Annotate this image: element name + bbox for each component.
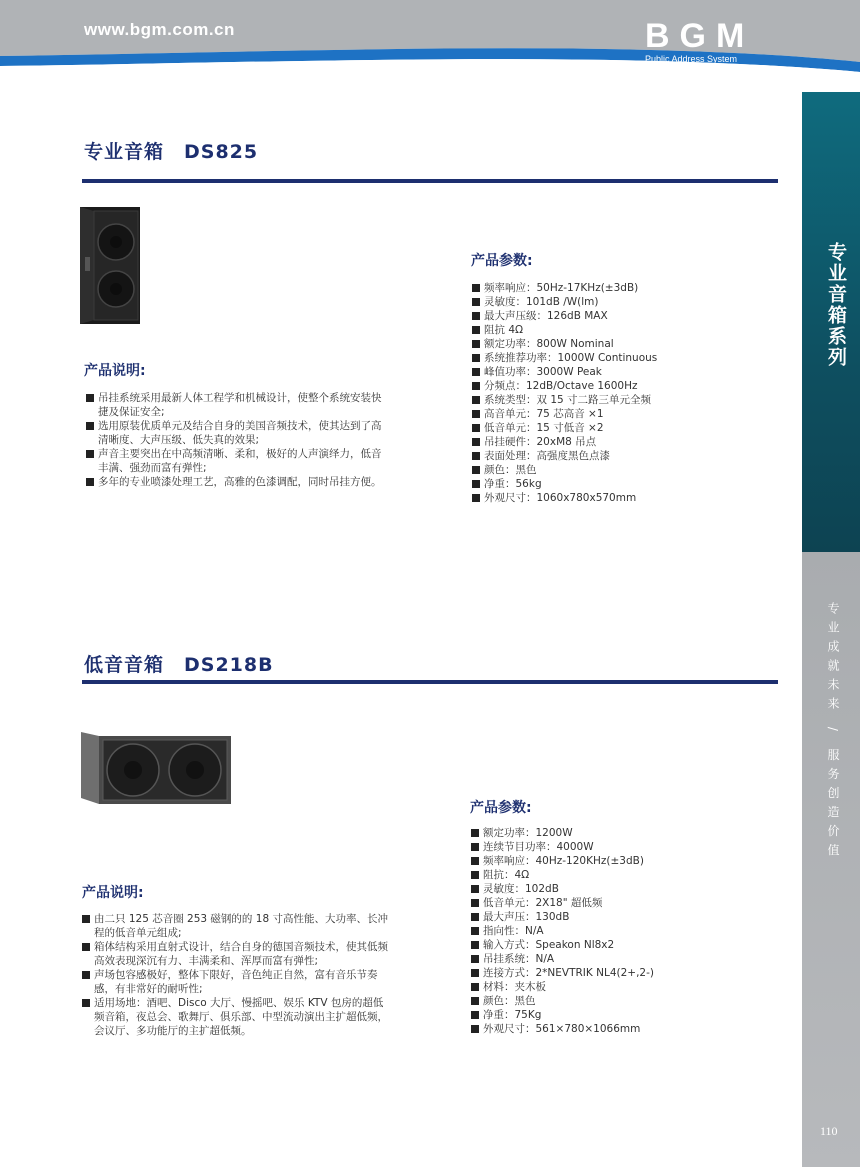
description-heading: 产品说明:: [84, 363, 146, 379]
bullet-icon: [86, 450, 94, 458]
bullet-icon: [472, 312, 480, 320]
company-motto: 专业成就未来 / 服务创造价值: [826, 602, 840, 863]
bullet-icon: [82, 999, 90, 1007]
spec-item: 吊挂硬件：20xM8 吊点: [472, 435, 772, 449]
spec-item: 频率响应：50Hz-17KHz(±3dB): [472, 281, 772, 295]
spec-item: 颜色：黑色: [472, 463, 772, 477]
bullet-icon: [471, 955, 479, 963]
list-item: 声音主要突出在中高频清晰、柔和，极好的人声演绎力，低音丰满、强劲而富有弹性;: [86, 447, 390, 475]
product-title-ds218b: 低音音箱 DS218B: [84, 654, 274, 676]
spec-item: 阻抗 4Ω: [472, 323, 772, 337]
bullet-icon: [86, 394, 94, 402]
list-item: 由二只 125 芯音圈 253 磁钢的的 18 寸高性能、大功率、长冲程的低音单元组成;: [82, 912, 388, 940]
logo-subtitle: Public Address System: [645, 54, 738, 64]
bullet-icon: [472, 438, 480, 446]
spec-item: 低音单元：15 寸低音 ×2: [472, 421, 772, 435]
bullet-icon: [472, 396, 480, 404]
bullet-icon: [471, 941, 479, 949]
bullet-icon: [472, 284, 480, 292]
bullet-icon: [472, 354, 480, 362]
spec-item: 阻抗：4Ω: [471, 868, 771, 882]
bullet-icon: [471, 969, 479, 977]
description-heading: 产品说明:: [82, 885, 144, 901]
bullet-icon: [471, 1011, 479, 1019]
logo-text: BGM: [645, 17, 755, 55]
spec-heading: 产品参数:: [471, 253, 533, 269]
bullet-icon: [82, 915, 90, 923]
section-divider: [82, 179, 778, 183]
subwoofer-cabinet-icon: [81, 732, 231, 804]
bullet-icon: [472, 410, 480, 418]
spec-item: 频率响应：40Hz-120KHz(±3dB): [471, 854, 771, 868]
list-item: 声场包容感极好，整体下限好，音色纯正自然，富有音乐节奏感，有非常好的耐听性;: [82, 968, 388, 996]
bullet-icon: [471, 997, 479, 1005]
bullet-icon: [86, 422, 94, 430]
page-number: 110: [820, 1124, 838, 1138]
spec-item: 净重：75Kg: [471, 1008, 771, 1022]
spec-item: 高音单元：75 芯高音 ×1: [472, 407, 772, 421]
bullet-icon: [472, 382, 480, 390]
bullet-icon: [471, 885, 479, 893]
list-item: 选用原装优质单元及结合自身的美国音频技术，使其达到了高清晰度、大声压级、低失真的效果;: [86, 419, 390, 447]
bullet-icon: [471, 1025, 479, 1033]
bullet-icon: [471, 829, 479, 837]
list-item: 适用场地：酒吧、Disco 大厅、慢摇吧、娱乐 KTV 包房的超低频音箱，夜总会、歌舞厅、俱乐部、中型流动演出主扩超低频，会议厅、多功能厅的主扩超低频。: [82, 996, 388, 1038]
list-item: 箱体结构采用直射式设计，结合自身的德国音频技术，使其低频高效表现深沉有力、丰满柔和、浑厚而富有弹性;: [82, 940, 388, 968]
spec-item: 灵敏度：102dB: [471, 882, 771, 896]
bullet-icon: [471, 899, 479, 907]
bullet-icon: [472, 298, 480, 306]
spec-item: 外观尺寸：561×780×1066mm: [471, 1022, 771, 1036]
spec-item: 额定功率：800W Nominal: [472, 337, 772, 351]
spec-item: 系统类型：双 15 寸二路三单元全频: [472, 393, 772, 407]
series-title: 专业音箱系列: [825, 242, 847, 368]
spec-item: 净重：56kg: [472, 477, 772, 491]
list-item: 多年的专业喷漆处理工艺，高雅的色漆调配，同时吊挂方便。: [86, 475, 390, 489]
bullet-icon: [86, 478, 94, 486]
bullet-icon: [471, 913, 479, 921]
bullet-icon: [471, 927, 479, 935]
spec-item: 系统推荐功率：1000W Continuous: [472, 351, 772, 365]
spec-item: 吊挂系统：N/A: [471, 952, 771, 966]
site-url: www.bgm.com.cn: [84, 20, 235, 39]
list-item: 吊挂系统采用最新人体工程学和机械设计，使整个系统安装快捷及保证安全;: [86, 391, 390, 419]
bullet-icon: [472, 480, 480, 488]
bullet-icon: [472, 424, 480, 432]
description-list: [82, 912, 388, 1038]
bullet-icon: [472, 494, 480, 502]
bullet-icon: [472, 368, 480, 376]
spec-item: 低音单元：2X18" 超低频: [471, 896, 771, 910]
spec-item: 最大声压：130dB: [471, 910, 771, 924]
bullet-icon: [471, 871, 479, 879]
spec-item: 连续节目功率：4000W: [471, 840, 771, 854]
spec-item: 分频点：12dB/Octave 1600Hz: [472, 379, 772, 393]
spec-item: 表面处理：高强度黑色点漆: [472, 449, 772, 463]
spec-item: 峰值功率：3000W Peak: [472, 365, 772, 379]
bgm-logo: [645, 17, 755, 64]
description-list: [86, 391, 390, 489]
bullet-icon: [82, 971, 90, 979]
bullet-icon: [472, 452, 480, 460]
spec-item: 最大声压级：126dB MAX: [472, 309, 772, 323]
bullet-icon: [471, 983, 479, 991]
bullet-icon: [472, 466, 480, 474]
product-title-ds825: 专业音箱 DS825: [84, 141, 259, 163]
series-sidebar: [802, 92, 860, 1167]
spec-item: 指向性：N/A: [471, 924, 771, 938]
spec-item: 颜色：黑色: [471, 994, 771, 1008]
spec-item: 输入方式：Speakon Nl8x2: [471, 938, 771, 952]
spec-item: 外观尺寸：1060x780x570mm: [472, 491, 772, 505]
bullet-icon: [471, 857, 479, 865]
page-header: [0, 0, 860, 80]
spec-item: 额定功率：1200W: [471, 826, 771, 840]
spec-item: 材料：夹木板: [471, 980, 771, 994]
bullet-icon: [471, 843, 479, 851]
spec-list: [471, 826, 771, 1036]
bullet-icon: [82, 943, 90, 951]
spec-list: [472, 281, 772, 505]
section-divider: [82, 680, 778, 684]
spec-item: 灵敏度：101dB /W(lm): [472, 295, 772, 309]
spec-heading: 产品参数:: [470, 800, 532, 816]
speaker-cabinet-icon: [80, 207, 140, 324]
spec-item: 连接方式：2*NEVTRIK NL4(2+,2-): [471, 966, 771, 980]
bullet-icon: [472, 340, 480, 348]
bullet-icon: [472, 326, 480, 334]
